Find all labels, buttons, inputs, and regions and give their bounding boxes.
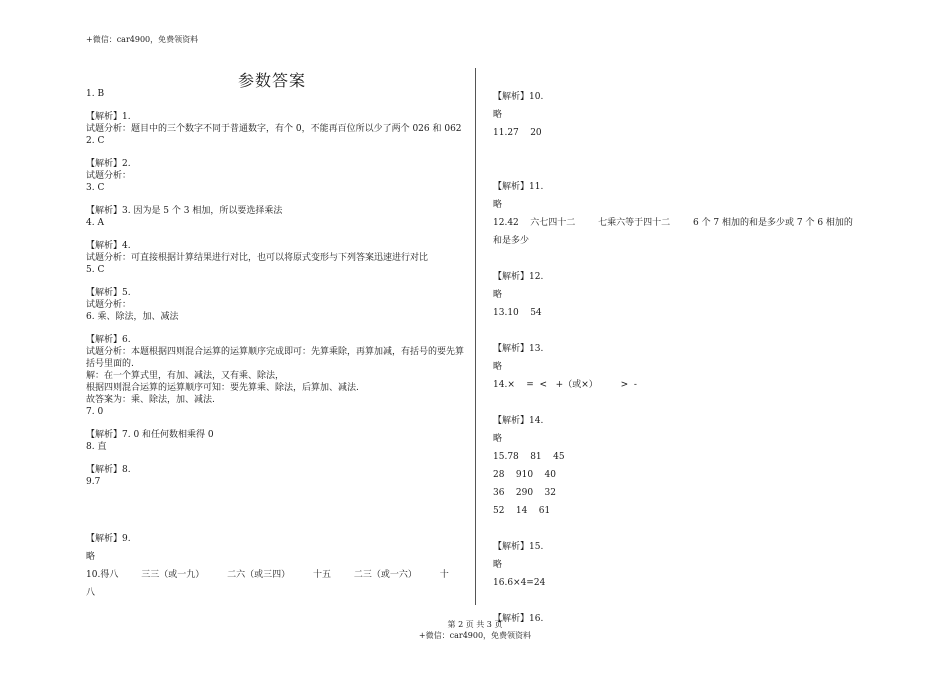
answer-line: 略 [493, 560, 503, 570]
answer-line: 36 290 32 [493, 488, 556, 498]
answer-line: 试题分析：可直接根据计算结果进行对比，也可以将原式变形与下列答案迅速进行对比 [86, 253, 429, 263]
answer-line: 【解析】2. [86, 159, 131, 169]
answer-line: 52 14 61 [493, 506, 551, 516]
answer-line: 1. B [86, 89, 105, 99]
answer-line: 试题分析： [86, 171, 132, 181]
spacer [86, 194, 464, 205]
answer-line: 略 [493, 200, 503, 210]
footer-note: +微信：car4900，免费领资料 [418, 631, 532, 640]
answer-line: 故答案为：乘、除法，加、减法. [86, 395, 215, 405]
answer-line: 【解析】6. [86, 335, 131, 345]
page-number: 第 2 页 共 3 页 [447, 620, 503, 629]
answer-line: 3. C [86, 183, 105, 193]
answer-line: 根据四则混合运算的运算顺序可知：要先算乘、除法，后算加、减法. [86, 383, 359, 393]
answer-line: 11.27 20 [493, 128, 542, 138]
spacer [86, 100, 464, 111]
spacer [86, 276, 464, 287]
answer-line: 10.得八 三三（或一九） 二六（或三四） 十五 二三（或一六） 十 [86, 570, 449, 580]
answer-line: 【解析】5. [86, 288, 131, 298]
answer-line: 5. C [86, 265, 105, 275]
answer-line: 6. 乘、除法，加、减法 [86, 312, 179, 322]
left-column [86, 88, 464, 488]
answer-line: 28 910 40 [493, 470, 556, 480]
answer-line: 试题分析： [86, 300, 132, 310]
answer-line: 12.42 六七四十二 七乘六等于四十二 6 个 7 相加的和是多少或 7 个 6 相加的 [493, 218, 853, 228]
answer-line: 14.× = < +（或×） > - [493, 380, 637, 390]
spacer [493, 592, 873, 610]
answer-line: 7. 0 [86, 407, 104, 417]
spacer [493, 322, 873, 340]
answer-line: 八 [86, 588, 96, 598]
answer-line: 解：在一个算式里，有加、减法，又有乘、除法， [86, 371, 285, 381]
answer-line: 【解析】3. 因为是 5 个 3 相加，所以要选择乘法 [86, 206, 283, 216]
spacer [493, 394, 873, 412]
column-divider [475, 68, 476, 605]
answer-line: 【解析】10. [493, 92, 544, 102]
answer-line: 【解析】14. [493, 416, 544, 426]
answer-line: 【解析】9. [86, 534, 131, 544]
answer-line: 略 [493, 290, 503, 300]
spacer [493, 520, 873, 538]
answer-line: 试题分析：本题根据四则混合运算的运算顺序完成即可：先算乘除，再算加减，有括号的要先算括号里面的. [86, 347, 465, 369]
answer-line: 16.6×4=24 [493, 578, 546, 588]
answer-line: 略 [493, 110, 503, 120]
answer-line: 试题分析：题目中的三个数字不同于普通数字，有个 0，不能再百位所以少了两个 026 和 062 [86, 124, 462, 134]
spacer [493, 250, 873, 268]
right-column [493, 88, 873, 628]
answer-line: 【解析】13. [493, 344, 544, 354]
spacer [493, 142, 873, 160]
answer-line: 9.7 [86, 477, 101, 487]
answer-line: 略 [493, 434, 503, 444]
answer-line: 【解析】11. [493, 182, 544, 192]
answer-line: 【解析】4. [86, 241, 131, 251]
spacer [86, 323, 464, 334]
spacer [86, 453, 464, 464]
spacer [86, 229, 464, 240]
answer-line: 【解析】12. [493, 272, 544, 282]
answer-line: 【解析】16. [493, 614, 544, 624]
header-note: +微信：car4900，免费领资料 [86, 35, 199, 44]
answer-line: 【解析】15. [493, 542, 544, 552]
page-title: 参数答案 [238, 71, 307, 90]
answer-line: 15.78 81 45 [493, 452, 565, 462]
answer-line: 【解析】1. [86, 112, 131, 122]
answer-line: 【解析】8. [86, 465, 131, 475]
spacer [493, 160, 873, 178]
left-column-lower [86, 530, 466, 602]
answer-line: 和是多少 [493, 236, 530, 246]
answer-line: 13.10 54 [493, 308, 542, 318]
answer-line: 4. A [86, 218, 104, 228]
answer-line: 【解析】7. 0 和任何数相乘得 0 [86, 430, 214, 440]
answer-line: 8. 直 [86, 442, 107, 452]
spacer [86, 147, 464, 158]
spacer [86, 418, 464, 429]
answer-line: 略 [493, 362, 503, 372]
answer-line: 略 [86, 552, 96, 562]
answer-line: 2. C [86, 136, 105, 146]
